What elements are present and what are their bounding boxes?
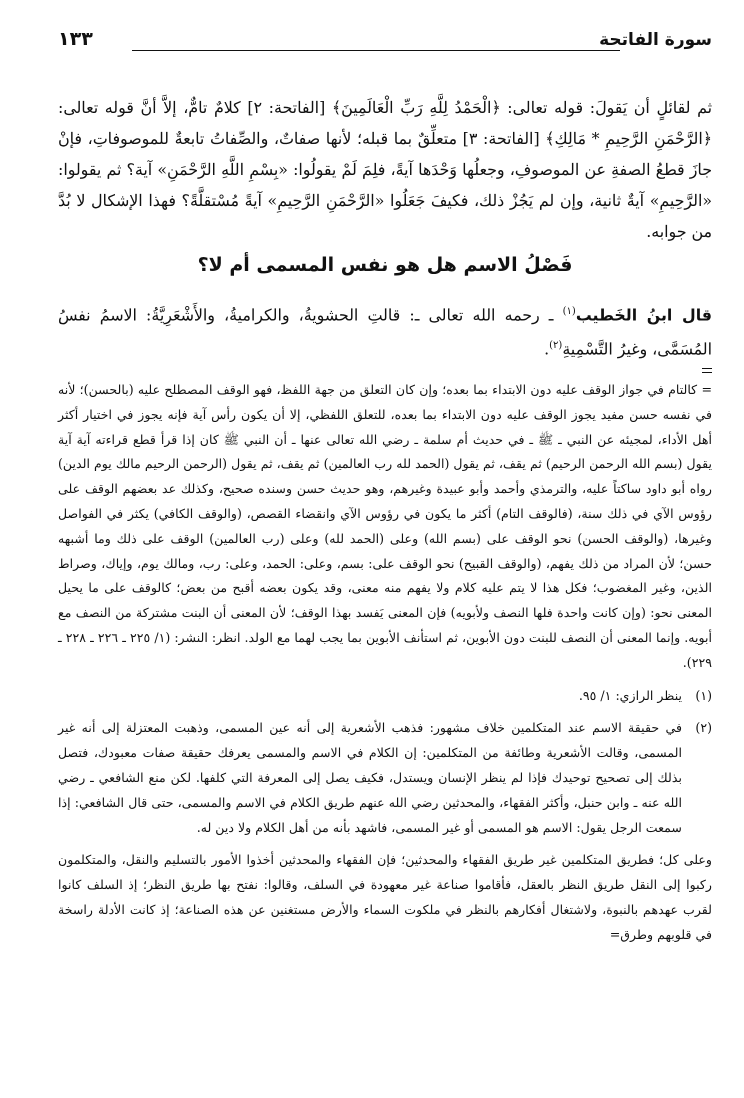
page-header — [58, 30, 712, 58]
footnote-1-text: ينظر الرازي: ١/ ٩٥. — [578, 687, 682, 703]
footnote-2-number: (٢) — [695, 720, 712, 736]
footnote-2 — [58, 716, 712, 840]
footnote-ref-2: (٢) — [549, 340, 563, 352]
footnote-2-continued — [58, 848, 712, 947]
footnote-1-number: (١) — [695, 687, 712, 703]
surah-title: سورة الفاتحة — [599, 30, 712, 50]
section-text: ـ رحمه الله تعالى ـ: قالتِ الحشويةُ، والكراميةُ، والأَشْعَرِيَّةُ: الاسمُ نفسُ المُسَمَّى، وغيرُ التَّسْمِيةِ — [58, 305, 712, 359]
main-text — [58, 92, 712, 247]
footnote-continuation — [58, 378, 712, 676]
speaker-name: قال ابنُ الخَطيب — [575, 305, 712, 325]
section-end: . — [544, 339, 550, 359]
footnote-2-text-b: وعلى كل؛ فطريق المتكلمين غير طريق الفقهاء والمحدثين؛ فإن الفقهاء والمحدثين أخذوا الأمور بالتسليم والنقل، والمتكلمون ركبوا إلى النقل طريق النظر بالعقل، فأقاموا صناعة غير معهودة في السلف، وقالوا: نفتح بها طريق النظر؛ إذ السلف كانوا لقرب عهدهم بالنبوة، ولاشتغال أفكارهم بالنظر في ملكوت السماء والأرض مستغنين عن هذه الصناعة؛ إذ كانت الأدلة راسخة في قلوبهم وطرق — [58, 852, 712, 942]
continuation-text: كالتام في جواز الوقف عليه دون الابتداء بما بعده؛ وإن كان التعلق من جهة اللفظ، فهو الوقف المصطلح عليه (بالحسن)؛ لأنه في نفسه حسن مفيد يجوز الوقف عليه دون الابتداء بما بعده، للتعلق اللفظي، إلا أن يكون رأس آية فإنه يجوز في اختيار أكثر أهل الأداء، لمجيئه عن النبي ـ ﷺ ـ في حديث أم سلمة ـ رضي الله تعالى عنها ـ أن النبي ﷺ كان إذا قرأ قطع قراءته آية آية يقول (بسم الله الرحمن الرحيم) ثم يقف، ثم يقول (الحمد لله رب العالمين) ثم يقف، ثم يقول (الرحمن الرحيم مالك يوم الدين) رواه أبو داود ساكتاً عليه، والترمذي وأحمد وأبو عبيدة وغيرهم، وهو حديث حسن وسنده صحيح، وكذلك عد بعضهم الوقف على رؤوس الآي في ذلك سنة، (فالوقف التام) أكثر ما يكون في رؤوس الآي وانقضاء القصص، (والوقف الكافي) يكثر في الفواصل وغيرها، (والوقف الحسن) نحو الوقف على (بسم الله) وعلى (الحمد لله) وعلى (رب العالمين) الوقف على ذلك وما أشبهه حسن؛ لأن المراد من ذلك يفهم، (والوقف القبيح) نحو الوقف على: بسم، وعلى: الحمد، وعلى: رب، ومالك يوم، وإياك، وصراط الذين، وغير المغضوب؛ فكل هذا لا يتم عليه كلام ولا يفهم منه معنى، وقد يكون بعضه أقبح من بعض؛ كالوقف على ما يحيل المعنى نحو: (وإن كانت واحدة فلها النصف ولأبويه) فإن المعنى يَفسد بهذا الوقف؛ لأن المعنى أن البنت مشتركة من النصف مع أبويه. وإنما المعنى أن النصف للبنت دون الأبوين، ثم استأنف الأبوين بما يجب لهما مع الولد. انظر: النشر: (١/ ٢٢٥ ـ ٢٢٦ ـ ٢٢٨ ـ ٢٢٩). — [58, 382, 712, 670]
continuation-marker: = — [701, 382, 712, 397]
section-heading: فَصْلُ الاسم هل هو نفس المسمى أم لا؟ — [197, 254, 573, 276]
main-paragraph: ثم لقائلٍ أن يَقولَ: قوله تعالى: ﴿الْحَمْدُ لِلَّهِ رَبِّ الْعَالَمِينَ﴾ [الفاتحة: ٢] كلامٌ تامٌّ، إلاَّ أنَّ قوله تعالى: ﴿الرَّحْمَنِ الرَّحِيمِ * مَالِكِ﴾ [الفاتحة: ٣] متعلِّقٌ بما قبله؛ لأنها صفاتٌ، والصِّفاتُ تابعةٌ للموصوفاتِ، فإنْ جازَ قطعُ الصفةِ عن الموصوفِ، وجعلُها وَحْدَها آيةً، فلِمَ لَمْ يقولُوا: «بِسْمِ اللَّهِ الرَّحْمَنِ» آية؟ ثم يقولوا: «الرَّحِيمِ» آيةٌ ثانية، وإن لم يَجُزْ ذلك، فكيفَ جَعَلُوا «الرَّحْمَنِ الرَّحِيمِ» آيةً مُسْتقلَّةً؟ فهذا الإشكال لا بُدَّ من جوابه. — [58, 98, 713, 241]
footnote-separator — [702, 368, 712, 369]
header-rule — [132, 50, 620, 51]
footnote-2-trailing-marker: = — [609, 926, 621, 942]
footnote-2-text: في حقيقة الاسم عند المتكلمين خلاف مشهور: فذهب الأشعرية إلى أنه عين المسمى، وذهبت المعتزلة إلى أنه غير المسمى، وقالت الأشعرية وطائفة من المتكلمين: إن الكلام في الاسم والمسمى يعرفك حقيقة صفات معبودك، فتصل بذلك إلى تصحيح توحيدك فإذا لم ينظر الإنسان ويستدل، فكيف يصل إلى المعرفة التي كلفها. لكن منع الشافعي ـ رضي الله عنه ـ وابن حنبل، وأكثر الفقهاء، والمحدثين رضي الله عنهم طريق الكلام في الاسم والمسمى، حتى قال الشافعي: إذا سمعت الرجل يقول: الاسم هو المسمى أو غير المسمى، فاشهد بأنه من أهل الكلام ولا دين له. — [58, 720, 682, 835]
footnote-1 — [58, 684, 712, 709]
section-paragraph — [58, 296, 712, 365]
page-number: ١٣٣ — [58, 28, 93, 50]
footnote-separator — [702, 372, 712, 373]
footnote-ref-1: (١) — [562, 306, 576, 317]
footnotes — [58, 378, 712, 948]
